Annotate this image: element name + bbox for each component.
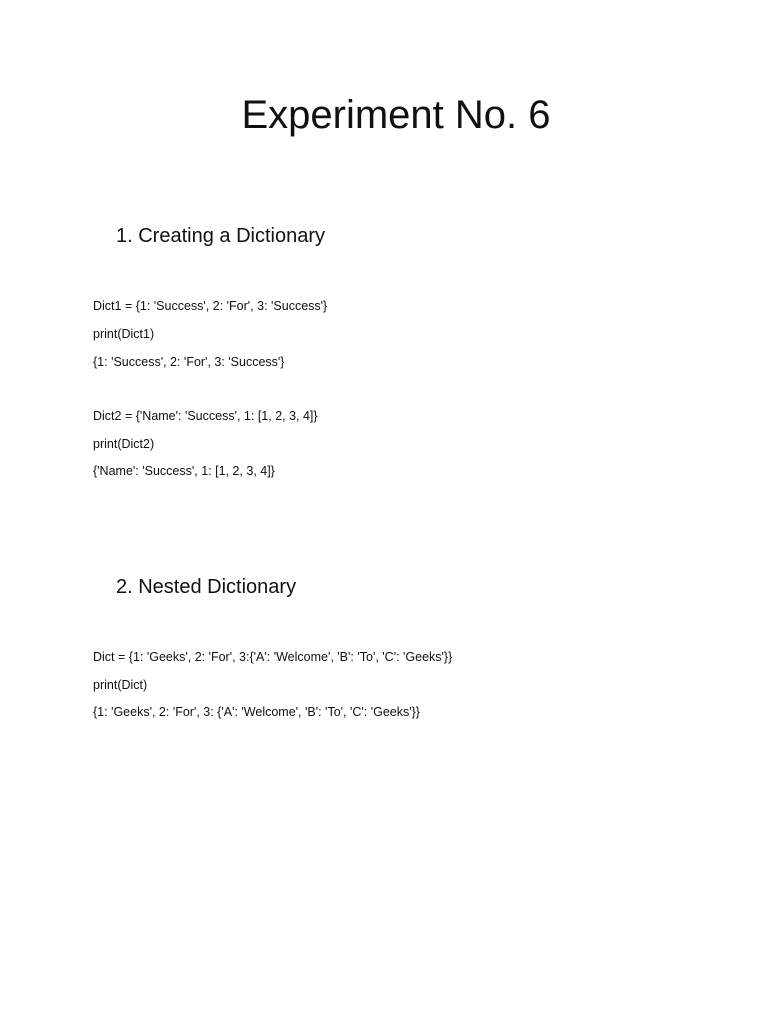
output-line: {'Name': 'Success', 1: [1, 2, 3, 4]} [93, 464, 275, 478]
page-title: Experiment No. 6 [241, 93, 551, 137]
code-line: print(Dict1) [93, 327, 155, 341]
code-line: Dict2 = {'Name': 'Success', 1: [1, 2, 3, 4]} [93, 409, 318, 423]
code-line: print(Dict2) [93, 437, 155, 451]
output-line: {1: 'Geeks', 2: 'For', 3: {'A': 'Welcome', 'B': 'To', 'C': 'Geeks'}} [93, 705, 420, 719]
output-line: {1: 'Success', 2: 'For', 3: 'Success'} [93, 355, 285, 369]
code-line: print(Dict) [93, 678, 148, 692]
section-heading-nested-dictionary: 2. Nested Dictionary [116, 576, 297, 598]
section-heading-creating-dictionary: 1. Creating a Dictionary [116, 225, 325, 247]
code-line: Dict = {1: 'Geeks', 2: 'For', 3:{'A': 'Welcome', 'B': 'To', 'C': 'Geeks'}} [93, 650, 453, 664]
code-line: Dict1 = {1: 'Success', 2: 'For', 3: 'Success'} [93, 299, 328, 313]
